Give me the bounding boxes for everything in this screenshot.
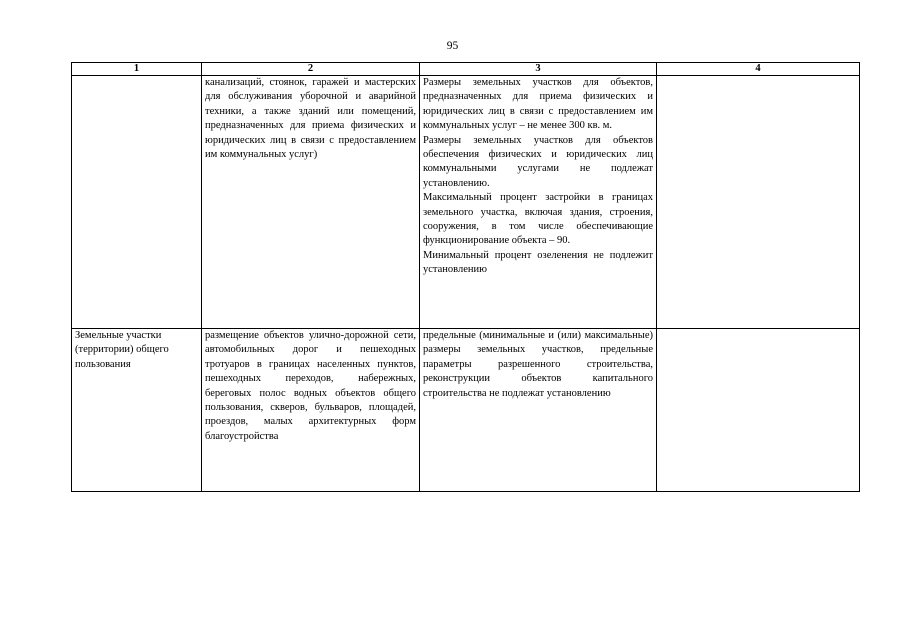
row1-parameters	[420, 76, 657, 329]
table-header-row	[72, 63, 860, 76]
row2-col4	[657, 329, 860, 492]
table-row	[72, 329, 860, 492]
row1-zone-name	[72, 76, 202, 329]
row1-permitted-use: канализаций, стоянок, гаражей и мастерских для обслуживания уборочной и аварийной техники, а также зданий или помещений, предназначенных для приема физических и юридических лиц в связи с предоставлением им коммунальных услуг)	[202, 76, 420, 329]
row1-col4	[657, 76, 860, 329]
column-header-2: 2	[202, 63, 420, 76]
column-header-1: 1	[72, 63, 202, 76]
row2-permitted-use: размещение объектов улично-дорожной сети, автомобильных дорог и пешеходных тротуаров в границах населенных пунктов, пешеходных переходов, набережных, береговых полос водных объектов общего пользования, скверов, бульваров, площадей, проездов, малых архитектурных форм благоустройства	[202, 329, 420, 492]
row1-parameter-paragraph: Размеры земельных участков для объектов, предназначенных для приема физических и юридических лиц в связи с предоставлением им коммунальных услуг – не менее 300 кв. м.	[423, 77, 653, 132]
row1-parameter-paragraph: Минимальный процент озеленения не подлежит установлению	[423, 249, 653, 276]
row2-parameters	[420, 329, 657, 492]
row2-zone-name: Земельные участки (территории) общего пользования	[72, 329, 202, 492]
column-header-3: 3	[420, 63, 657, 76]
row1-parameter-paragraph: Максимальный процент застройки в границах земельного участка, включая здания, строения, сооружения, в том числе обеспечивающие функционирование объекта – 90.	[423, 192, 653, 247]
column-header-4: 4	[657, 63, 860, 76]
row1-parameter-paragraph: Размеры земельных участков для объектов обеспечения физических и юридических лиц коммунальными услугами не подлежат установлению.	[423, 134, 653, 189]
page-number: 95	[446, 40, 459, 52]
table-row	[72, 76, 860, 329]
zoning-regulations-table	[71, 62, 860, 492]
row2-parameter-paragraph: предельные (минимальные и (или) максимальные) размеры земельных участков, предельные параметры разрешенного строительства, реконструкции объектов капитального строительства не подлежат установлению	[423, 330, 653, 399]
